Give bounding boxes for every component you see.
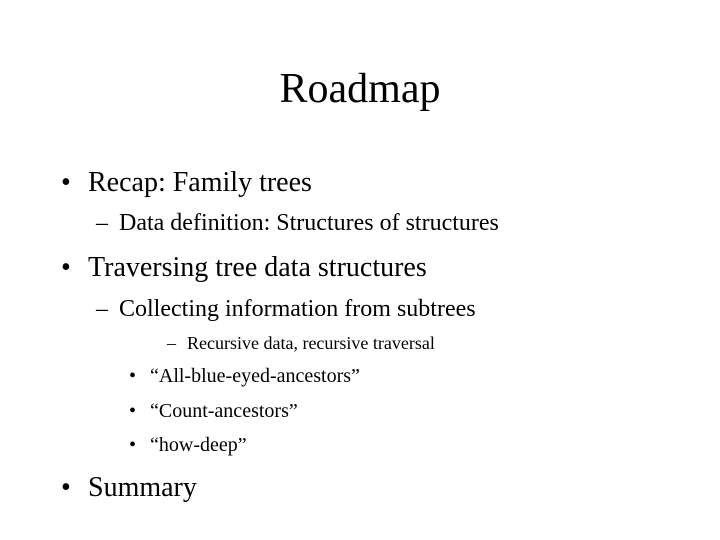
sub-bullet-text: Data definition: Structures of structures <box>119 210 499 236</box>
bullet-text: Recap: Family trees <box>88 167 312 198</box>
bullet-marker: • <box>129 365 137 387</box>
bullet-marker: • <box>61 167 71 198</box>
nested-bullet-item <box>129 434 247 456</box>
sub-bullet-text: Collecting information from subtrees <box>119 296 476 322</box>
dash-marker: – <box>96 296 108 322</box>
bullet-marker: • <box>129 400 137 422</box>
bullet-text: Traversing tree data structures <box>88 252 427 283</box>
bullet-item <box>61 472 197 503</box>
nested-bullet-item <box>129 400 298 422</box>
bullet-marker: • <box>61 472 71 503</box>
bullet-item <box>61 252 427 283</box>
nested-bullet-text: “Count-ancestors” <box>150 400 298 422</box>
nested-bullet-item <box>129 365 360 387</box>
sub-sub-bullet-text: Recursive data, recursive traversal <box>187 333 435 353</box>
dash-marker: – <box>167 333 176 353</box>
sub-bullet-item <box>96 296 476 322</box>
bullet-text: Summary <box>88 472 197 503</box>
bullet-marker: • <box>61 252 71 283</box>
nested-bullet-text: “All-blue-eyed-ancestors” <box>150 365 360 387</box>
bullet-marker: • <box>129 434 137 456</box>
dash-marker: – <box>96 210 108 236</box>
sub-sub-bullet-item <box>167 333 435 353</box>
slide-title: Roadmap <box>279 66 441 112</box>
sub-bullet-item <box>96 210 499 236</box>
nested-bullet-text: “how-deep” <box>150 434 247 456</box>
bullet-item <box>61 167 312 198</box>
